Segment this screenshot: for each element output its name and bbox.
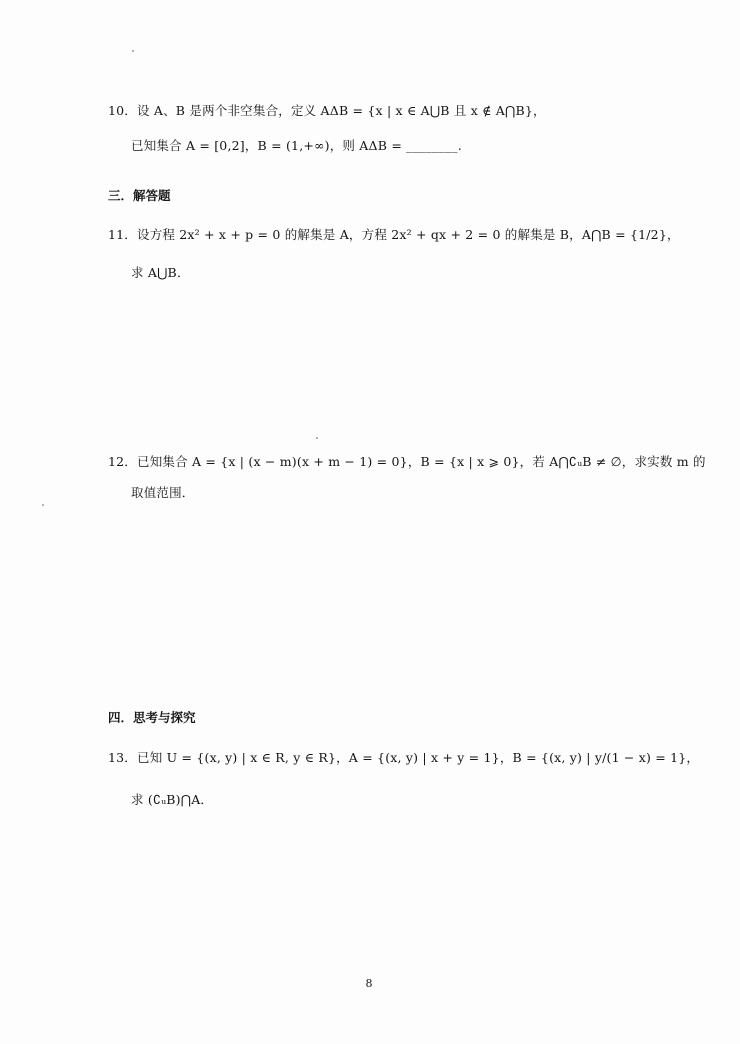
page-number: 8 — [365, 977, 373, 990]
problem-10-line-1: 10．设 A、B 是两个非空集合，定义 AΔB = {x | x ∈ A⋃B 且 x ∉ A⋂B}， — [108, 103, 546, 118]
scan-speck — [316, 437, 318, 439]
scan-speck — [132, 50, 134, 52]
problem-13-line-1: 13．已知 U = {(x, y) | x ∈ R, y ∈ R}，A = {(x, y) | x + y = 1}，B = {(x, y) | y/(1 − x) = 1}， — [108, 750, 700, 765]
problem-12-line-2: 取值范围． — [131, 485, 195, 500]
problem-11-line-2: 求 A⋃B． — [131, 265, 190, 280]
problem-12-line-1: 12．已知集合 A = {x | (x − m)(x + m − 1) = 0}，B = {x | x ⩾ 0}，若 A⋂∁ᵤB ≠ ∅，求实数 m 的 — [108, 454, 706, 469]
section-heading-exploration: 四．思考与探究 — [108, 710, 196, 725]
problem-11-line-1: 11．设方程 2x² + x + p = 0 的解集是 A，方程 2x² + qx + 2 = 0 的解集是 B，A⋂B = {1/2}， — [108, 227, 680, 242]
problem-13-line-2: 求 (∁ᵤB)⋂A． — [131, 792, 214, 807]
section-heading-solutions: 三．解答题 — [108, 188, 171, 203]
problem-10-line-2: 已知集合 A = [0,2]，B = (1,+∞)，则 AΔB = ________. — [131, 138, 462, 153]
scan-speck — [42, 504, 44, 506]
